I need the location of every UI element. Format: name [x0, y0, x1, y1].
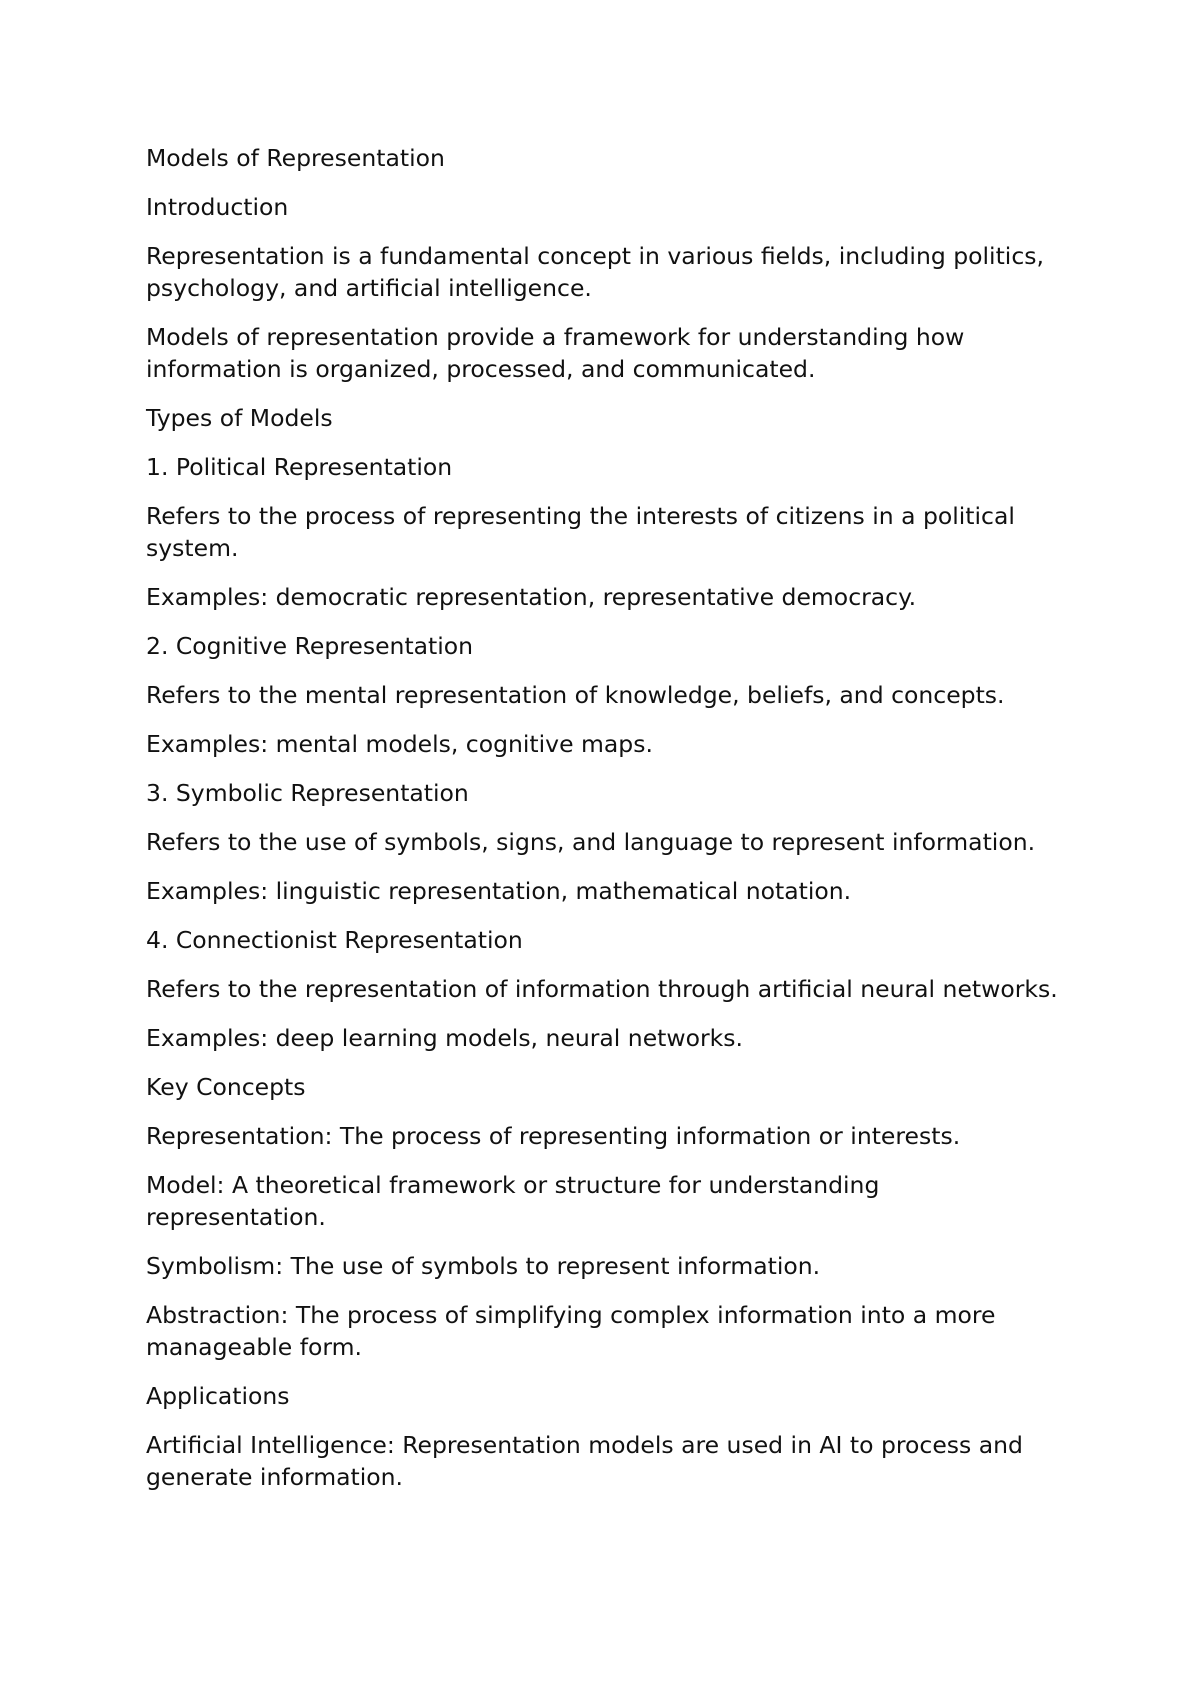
paragraph: Refers to the representation of information through artificial neural networks. — [146, 975, 1058, 1003]
subheading: 4. Connectionist Representation — [146, 926, 523, 954]
paragraph: Artificial Intelligence: Representation models are used in AI to process and generate information. — [146, 1431, 1023, 1491]
paragraph: Examples: linguistic representation, mathematical notation. — [146, 877, 852, 905]
subheading: 3. Symbolic Representation — [146, 779, 469, 807]
paragraph: Refers to the mental representation of knowledge, beliefs, and concepts. — [146, 681, 1005, 709]
section-heading-introduction: Introduction — [146, 193, 289, 221]
paragraph: Symbolism: The use of symbols to represent information. — [146, 1252, 821, 1280]
subheading: 1. Political Representation — [146, 453, 453, 481]
document-title: Models of Representation — [146, 144, 445, 172]
document-page — [146, 142, 1066, 1510]
paragraph: Refers to the process of representing the interests of citizens in a political system. — [146, 502, 1015, 562]
paragraph: Examples: deep learning models, neural networks. — [146, 1024, 743, 1052]
paragraph: Examples: democratic representation, representative democracy. — [146, 583, 917, 611]
section-heading-types: Types of Models — [146, 404, 333, 432]
paragraph: Model: A theoretical framework or structure for understanding representation. — [146, 1171, 880, 1231]
paragraph: Examples: mental models, cognitive maps. — [146, 730, 653, 758]
paragraph: Representation: The process of representing information or interests. — [146, 1122, 961, 1150]
paragraph: Abstraction: The process of simplifying complex information into a more manageable form. — [146, 1301, 996, 1361]
paragraph: Models of representation provide a framework for understanding how information is organized, processed, and communicated. — [146, 323, 965, 383]
section-heading-key-concepts: Key Concepts — [146, 1073, 306, 1101]
paragraph: Representation is a fundamental concept in various fields, including politics, psychology, and artificial intelligence. — [146, 242, 1044, 302]
paragraph: Refers to the use of symbols, signs, and language to represent information. — [146, 828, 1036, 856]
subheading: 2. Cognitive Representation — [146, 632, 474, 660]
section-heading-applications: Applications — [146, 1382, 290, 1410]
